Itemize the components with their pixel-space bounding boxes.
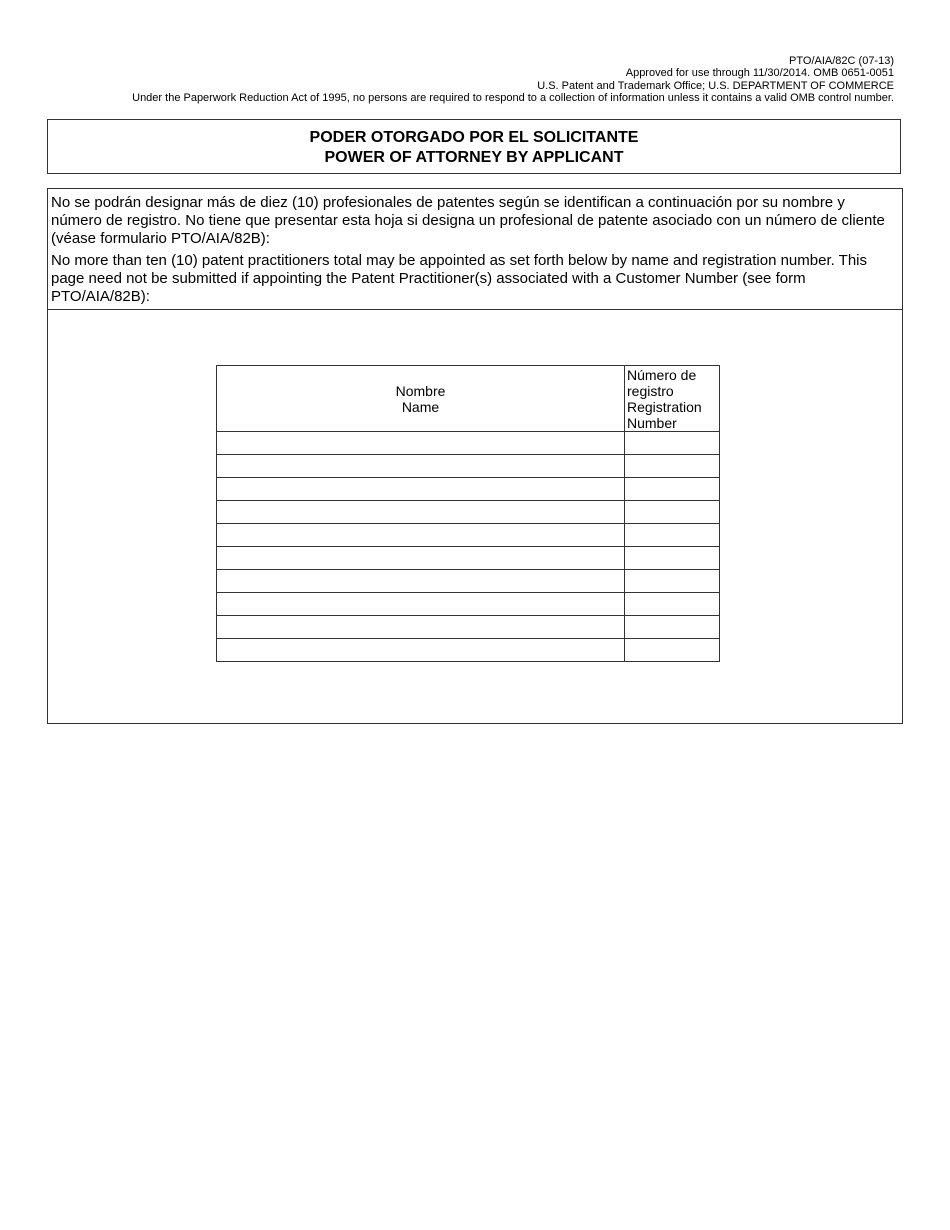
registration-number-field[interactable] (625, 547, 720, 570)
registration-number-field[interactable] (625, 501, 720, 524)
practitioner-table (216, 365, 720, 662)
table-row (217, 501, 720, 524)
registration-number-field[interactable] (625, 432, 720, 455)
agency-name: U.S. Patent and Trademark Office; U.S. DEPARTMENT OF COMMERCE (537, 79, 894, 92)
table-row (217, 478, 720, 501)
registration-number-field[interactable] (625, 616, 720, 639)
reg-header-spanish-1: Número de (627, 366, 697, 383)
practitioner-name-field[interactable] (217, 570, 625, 593)
instructions-english: No more than ten (10) patent practitioners total may be appointed as set forth below by name and registration number. This page need not be submitted if appointing the Patent Practitioner(s) associated with a Customer Number (see form PTO/AIA/82B): (51, 252, 868, 305)
title-english: POWER OF ATTORNEY BY APPLICANT (324, 149, 624, 166)
table-row (217, 639, 720, 662)
paperwork-notice: Under the Paperwork Reduction Act of 1995, no persons are required to respond to a collection of information unless it contains a valid OMB control number. (132, 92, 894, 105)
reg-header-english-2: Number (627, 414, 677, 431)
name-column-header (217, 366, 625, 432)
approval-notice: Approved for use through 11/30/2014. OMB 0651-0051 (625, 67, 894, 80)
registration-number-field[interactable] (625, 455, 720, 478)
table-row (217, 432, 720, 455)
registration-number-field[interactable] (625, 524, 720, 547)
form-number: PTO/AIA/82C (07-13) (789, 55, 894, 67)
practitioner-name-field[interactable] (217, 432, 625, 455)
practitioner-name-field[interactable] (217, 639, 625, 662)
name-header-spanish: Nombre (395, 382, 446, 399)
table-row (217, 593, 720, 616)
registration-number-field[interactable] (625, 570, 720, 593)
table-row (217, 616, 720, 639)
practitioner-name-field[interactable] (217, 524, 625, 547)
practitioner-section (47, 188, 903, 724)
table-row (217, 524, 720, 547)
table-row (217, 547, 720, 570)
practitioner-name-field[interactable] (217, 547, 625, 570)
registration-number-field[interactable] (625, 593, 720, 616)
registration-column-header (625, 366, 720, 432)
practitioner-name-field[interactable] (217, 593, 625, 616)
form-header (132, 55, 894, 105)
reg-header-spanish-2: registro (627, 382, 674, 399)
practitioner-name-field[interactable] (217, 616, 625, 639)
name-header-english: Name (401, 398, 440, 415)
reg-header-english-1: Registration (627, 398, 702, 415)
table-row (217, 455, 720, 478)
practitioner-name-field[interactable] (217, 455, 625, 478)
practitioner-name-field[interactable] (217, 501, 625, 524)
title-box (47, 119, 901, 174)
instructions (48, 189, 902, 310)
title-spanish: PODER OTORGADO POR EL SOLICITANTE (309, 129, 639, 146)
table-row (217, 570, 720, 593)
instructions-spanish: No se podrán designar más de diez (10) profesionales de patentes según se identifican a continuación por su nombre y número de registro. No tiene que presentar esta hoja si designa un profesional de patente asociado con un número de cliente (véase formulario PTO/AIA/82B): (51, 194, 885, 247)
practitioner-name-field[interactable] (217, 478, 625, 501)
registration-number-field[interactable] (625, 639, 720, 662)
registration-number-field[interactable] (625, 478, 720, 501)
